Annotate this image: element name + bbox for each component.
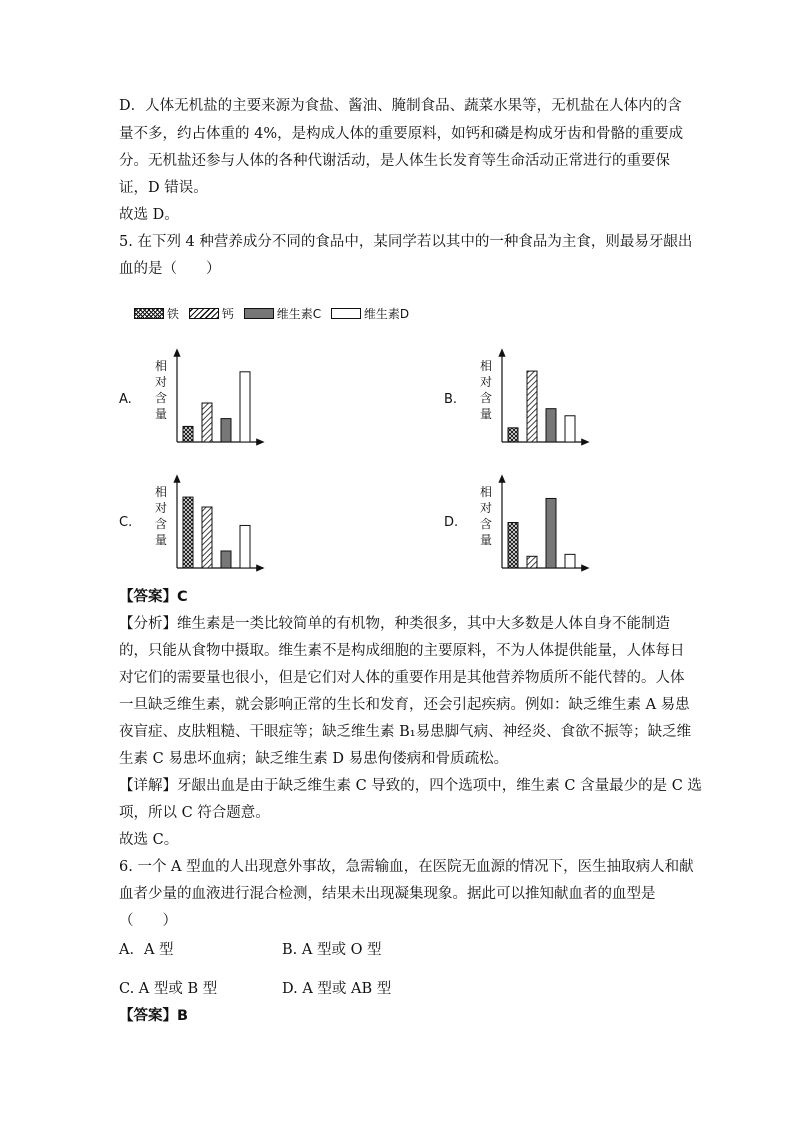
analysis-line-4: 一旦缺乏维生素，就会影响正常的生长和发育，还会引起疾病。例如：缺乏维生素 A 易患	[119, 697, 690, 713]
bar-维生素D	[565, 416, 575, 442]
question-6-line-1: 6. 一个 A 型血的人出现意外事故，急需输血，在医院无血源的情况下，医生抽取病人和献	[119, 859, 694, 875]
text-line-4: 证，D 错误。	[119, 180, 208, 196]
chart-d	[480, 478, 586, 568]
option-d: D. A 型或 AB 型	[282, 981, 392, 997]
text-line-2: 量不多，约占体重的 4%，是构成人体的重要原料，如钙和磷是构成牙齿和骨骼的重要成	[119, 126, 684, 142]
bar-钙	[202, 403, 212, 442]
bar-钙	[527, 371, 537, 442]
y-axis-label-char: 对	[155, 501, 168, 515]
text-line-3: 分。无机盐还参与人体的各种代谢活动，是人体生长发育等生命活动正常进行的重要保	[119, 153, 670, 169]
detail-line-3: 故选 C。	[119, 832, 179, 848]
y-axis-label-char: 含	[155, 517, 168, 531]
chart-b-label: B.	[444, 392, 458, 407]
analysis-line-3: 对它们的需要量也很小，但是它们对人体的重要作用是其他营养物质所不能代替的。人体	[119, 670, 685, 686]
y-axis-label-char: 量	[480, 533, 493, 547]
y-axis-label-char: 对	[480, 375, 493, 389]
analysis-line-5: 夜盲症、皮肤粗糙、干眼症等；缺乏维生素 B₁易患脚气病、神经炎、食欲不振等；缺乏维	[119, 724, 692, 740]
question-5-line-2: 血的是（ ）	[119, 261, 221, 277]
y-axis-label-char: 量	[155, 533, 168, 547]
chart-c	[155, 478, 261, 568]
detail-line-2: 项，所以 C 符合题意。	[119, 805, 270, 821]
bar-铁	[508, 428, 518, 442]
legend-label: 维生素D	[363, 307, 410, 321]
chart-a-label: A.	[119, 392, 132, 407]
question-5-line-1: 5. 在下列 4 种营养成分不同的食品中，某同学若以其中的一种食品为主食，则最易牙龈出	[119, 234, 693, 250]
legend-label: 维生素C	[276, 307, 322, 321]
legend-label: 钙	[221, 307, 234, 321]
detail-line-1: 【详解】牙龈出血是由于缺乏维生素 C 导致的，四个选项中，维生素 C 含量最少的是 C 选	[119, 778, 702, 794]
chart-a	[155, 352, 261, 442]
bar-钙	[527, 556, 537, 568]
y-axis-label-char: 对	[480, 501, 493, 515]
question-6-line-2: 血者少量的血液进行混合检测，结果未出现凝集现象。据此可以推知献血者的血型是	[119, 886, 656, 902]
bar-钙	[202, 507, 212, 568]
y-axis-label-char: 含	[480, 517, 493, 531]
text-line-1: D．人体无机盐的主要来源为食盐、酱油、腌制食品、蔬菜水果等，无机盐在人体内的含	[119, 98, 682, 114]
question-6-line-3: （ ）	[119, 913, 177, 929]
bar-维生素D	[240, 372, 250, 442]
bar-维生素D	[240, 525, 250, 568]
y-axis-label-char: 相	[155, 485, 168, 499]
bar-维生素C	[546, 409, 556, 442]
analysis-line-6: 生素 C 易患坏血病；缺乏维生素 D 易患佝偻病和骨质疏松。	[119, 751, 509, 767]
analysis-line-1: 【分析】维生素是一类比较简单的有机物，种类很多，其中大多数是人体自身不能制造	[119, 616, 670, 632]
y-axis-label-char: 量	[480, 407, 493, 421]
bar-维生素C	[221, 419, 231, 442]
answer-6: 【答案】B	[119, 1008, 189, 1024]
bar-维生素C	[221, 551, 231, 568]
chart-c-label: C.	[119, 515, 133, 530]
bar-维生素D	[565, 554, 575, 568]
answer-5: 【答案】C	[119, 589, 188, 605]
option-c: C. A 型或 B 型	[119, 981, 218, 997]
y-axis-label-char: 含	[155, 391, 168, 405]
bar-铁	[183, 497, 193, 568]
legend-label: 铁	[167, 307, 180, 321]
chart-b	[480, 352, 586, 442]
bar-维生素C	[546, 498, 556, 568]
option-b: B. A 型或 O 型	[282, 942, 382, 958]
y-axis-label-char: 量	[155, 407, 168, 421]
y-axis-label-char: 相	[155, 359, 168, 373]
analysis-line-2: 的，只能从食物中摄取。维生素不是构成细胞的主要原料，不为人体提供能量，人体每日	[119, 643, 685, 659]
option-a: A．A 型	[119, 942, 174, 958]
bar-铁	[508, 523, 518, 569]
y-axis-label-char: 含	[480, 391, 493, 405]
chart-d-label: D.	[444, 515, 459, 530]
text-line-5: 故选 D。	[119, 207, 179, 223]
bar-铁	[183, 426, 193, 442]
y-axis-label-char: 相	[480, 485, 493, 499]
y-axis-label-char: 相	[480, 359, 493, 373]
y-axis-label-char: 对	[155, 375, 168, 389]
